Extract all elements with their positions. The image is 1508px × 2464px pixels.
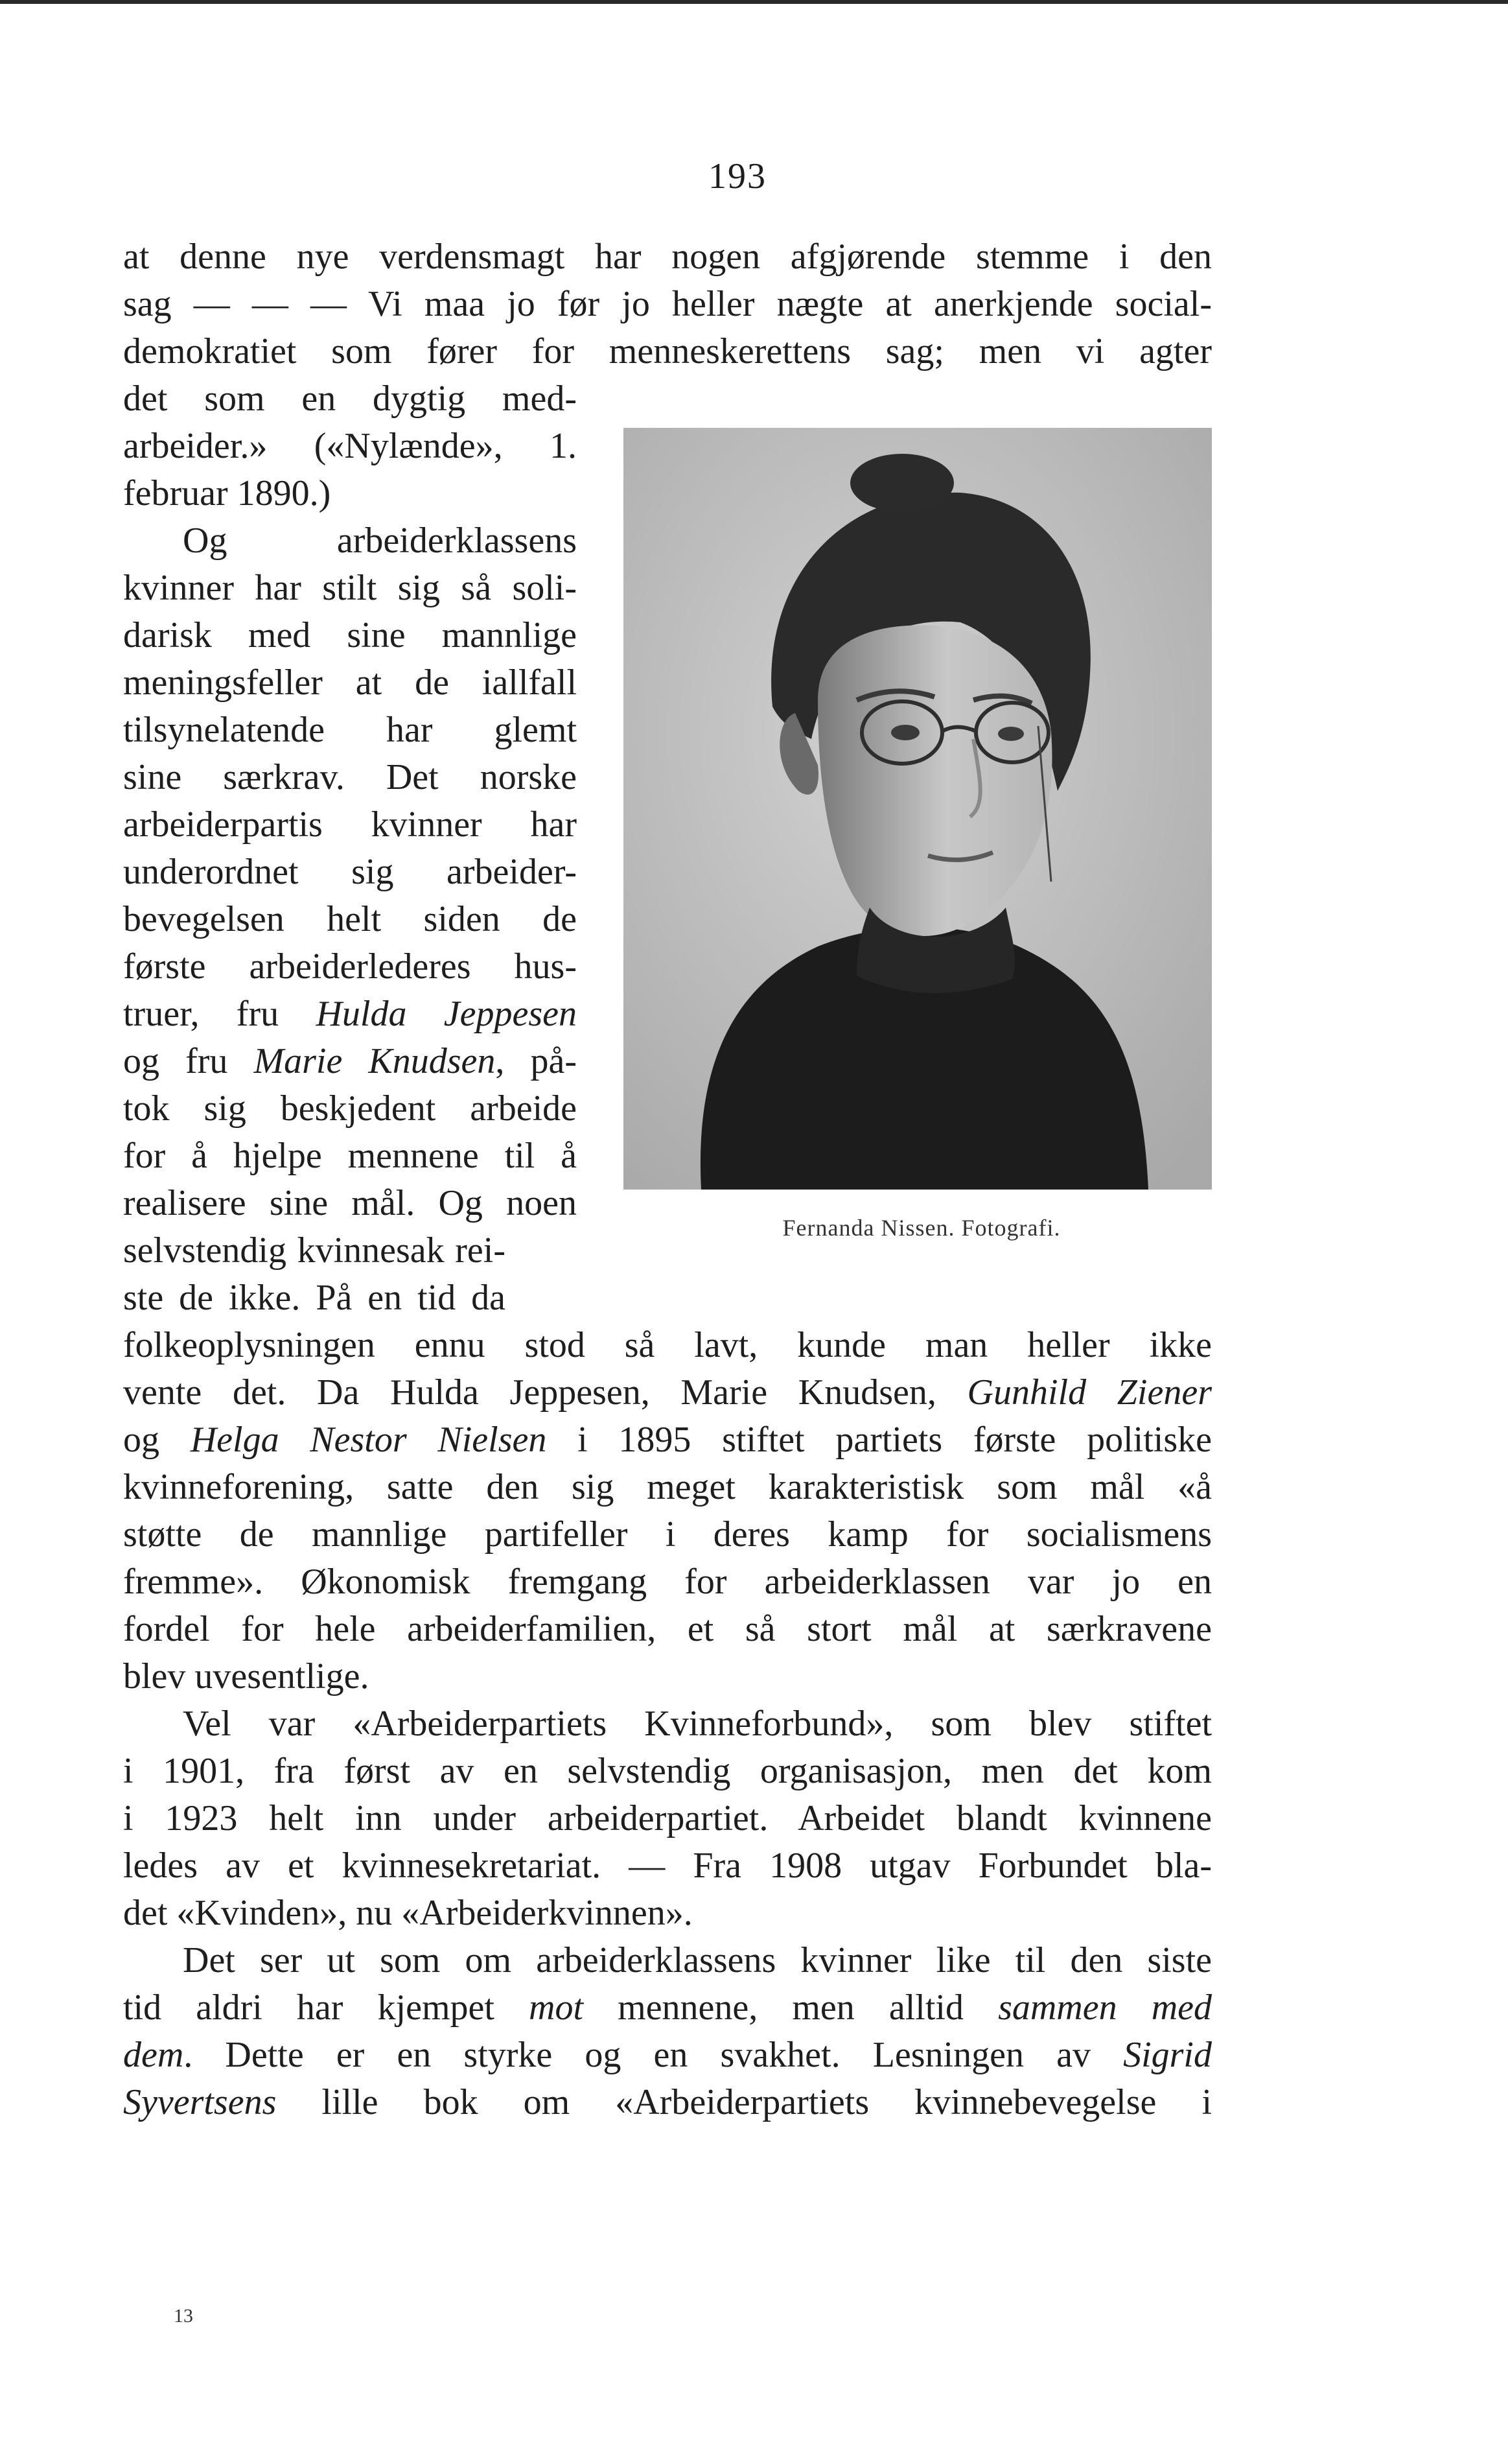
text-line: selvstendig kvinnesak rei- xyxy=(123,1230,505,1271)
text-line: for å hjelpe mennene til å xyxy=(123,1136,577,1176)
text-line: tok sig beskjedent arbeide xyxy=(123,1088,577,1129)
text-line: darisk med sine mannlige xyxy=(123,615,577,655)
photo-caption: Fernanda Nissen. Fotografi. xyxy=(782,1215,1061,1241)
name-syvertsens: Syvertsens xyxy=(123,2082,277,2122)
text-line: og fru Marie Knudsen, på- xyxy=(123,1041,577,1081)
text-line: ledes av et kvinnesekretariat. — Fra 1908 utgav Forbundet bla- xyxy=(123,1846,1212,1886)
text-line: meningsfeller at de iallfall xyxy=(123,663,577,703)
portrait-illustration xyxy=(623,428,1212,1190)
name-sigrid: Sigrid xyxy=(1123,2035,1212,2075)
text-line: blev uvesentlige. xyxy=(123,1656,369,1696)
text-line: og Helga Nestor Nielsen i 1895 stiftet partiets første politiske xyxy=(123,1420,1212,1460)
text-line: i 1901, fra først av en selvstendig organisasjon, men det kom xyxy=(123,1751,1212,1791)
text-line: det «Kvinden», nu «Arbeiderkvinnen». xyxy=(123,1893,693,1933)
text-line: underordnet sig arbeider- xyxy=(123,852,577,892)
name-helga-nestor-nielsen: Helga Nestor Nielsen xyxy=(190,1420,547,1460)
text-line: folkeoplysningen ennu stod så lavt, kunde man heller ikke xyxy=(123,1325,1212,1365)
text-line: dem. Dette er en styrke og en svakhet. Lesningen av Sigrid xyxy=(123,2035,1212,2075)
text-line: arbeiderpartis kvinner har xyxy=(123,804,577,845)
text-line: Syvertsens lille bok om «Arbeiderpartiets kvinnebevegelse i xyxy=(123,2082,1212,2122)
text-line: fordel for hele arbeiderfamilien, et så stort mål at særkravene xyxy=(123,1609,1212,1649)
text-line: fremme». Økonomisk fremgang for arbeiderklassen var jo en xyxy=(123,1562,1212,1602)
name-gunhild-ziener: Gunhild Ziener xyxy=(967,1372,1212,1413)
text-line: at denne nye verdensmagt har nogen afgjørende stemme i den xyxy=(123,237,1212,277)
text-line: sag — — — Vi maa jo før jo heller nægte at anerkjende social- xyxy=(123,284,1212,324)
emphasis-mot: mot xyxy=(529,1988,584,2028)
text-line: støtte de mannlige partifeller i deres kamp for socialismens xyxy=(123,1514,1212,1555)
text-line: arbeider.» («Nylænde», 1. xyxy=(123,426,577,466)
name-hulda-jeppesen: Hulda Jeppesen xyxy=(316,994,577,1034)
signature-mark: 13 xyxy=(174,2305,193,2327)
text-line: realisere sine mål. Og noen xyxy=(123,1183,577,1223)
text-line: tid aldri har kjempet mot mennene, men alltid sammen med xyxy=(123,1988,1212,2028)
text-line: truer, fru Hulda Jeppesen xyxy=(123,994,577,1034)
text-line: Vel var «Arbeiderpartiets Kvinneforbund», som blev stiftet xyxy=(183,1704,1212,1744)
text-line: sine særkrav. Det norske xyxy=(123,757,577,797)
page-top-border xyxy=(0,0,1508,4)
text-line: ste de ikke. På en tid da xyxy=(123,1278,505,1318)
text-line: første arbeiderlederes hus- xyxy=(123,946,577,987)
text-line: kvinner har stilt sig så soli- xyxy=(123,568,577,608)
page-number: 193 xyxy=(708,156,767,196)
text-line: i 1923 helt inn under arbeiderpartiet. Arbeidet blandt kvinnene xyxy=(123,1798,1212,1838)
emphasis-sammen-med: sammen med xyxy=(998,1988,1212,2028)
text-line: det som en dygtig med- xyxy=(123,379,577,419)
text-line: Og arbeiderklassens xyxy=(183,521,577,561)
text-line: vente det. Da Hulda Jeppesen, Marie Knudsen, Gunhild Ziener xyxy=(123,1372,1212,1413)
text-line: februar 1890.) xyxy=(123,473,331,513)
text-line: bevegelsen helt siden de xyxy=(123,899,577,939)
text-line: kvinneforening, satte den sig meget karakteristisk som mål «å xyxy=(123,1467,1212,1507)
text-line: demokratiet som fører for menneskerettens sag; men vi agter xyxy=(123,331,1212,371)
text-line: tilsynelatende har glemt xyxy=(123,710,577,750)
text-line: Det ser ut som om arbeiderklassens kvinner like til den siste xyxy=(183,1940,1212,1980)
emphasis-dem: dem xyxy=(123,2035,184,2075)
portrait-photo xyxy=(623,428,1212,1190)
name-marie-knudsen: Marie Knudsen xyxy=(253,1041,496,1081)
